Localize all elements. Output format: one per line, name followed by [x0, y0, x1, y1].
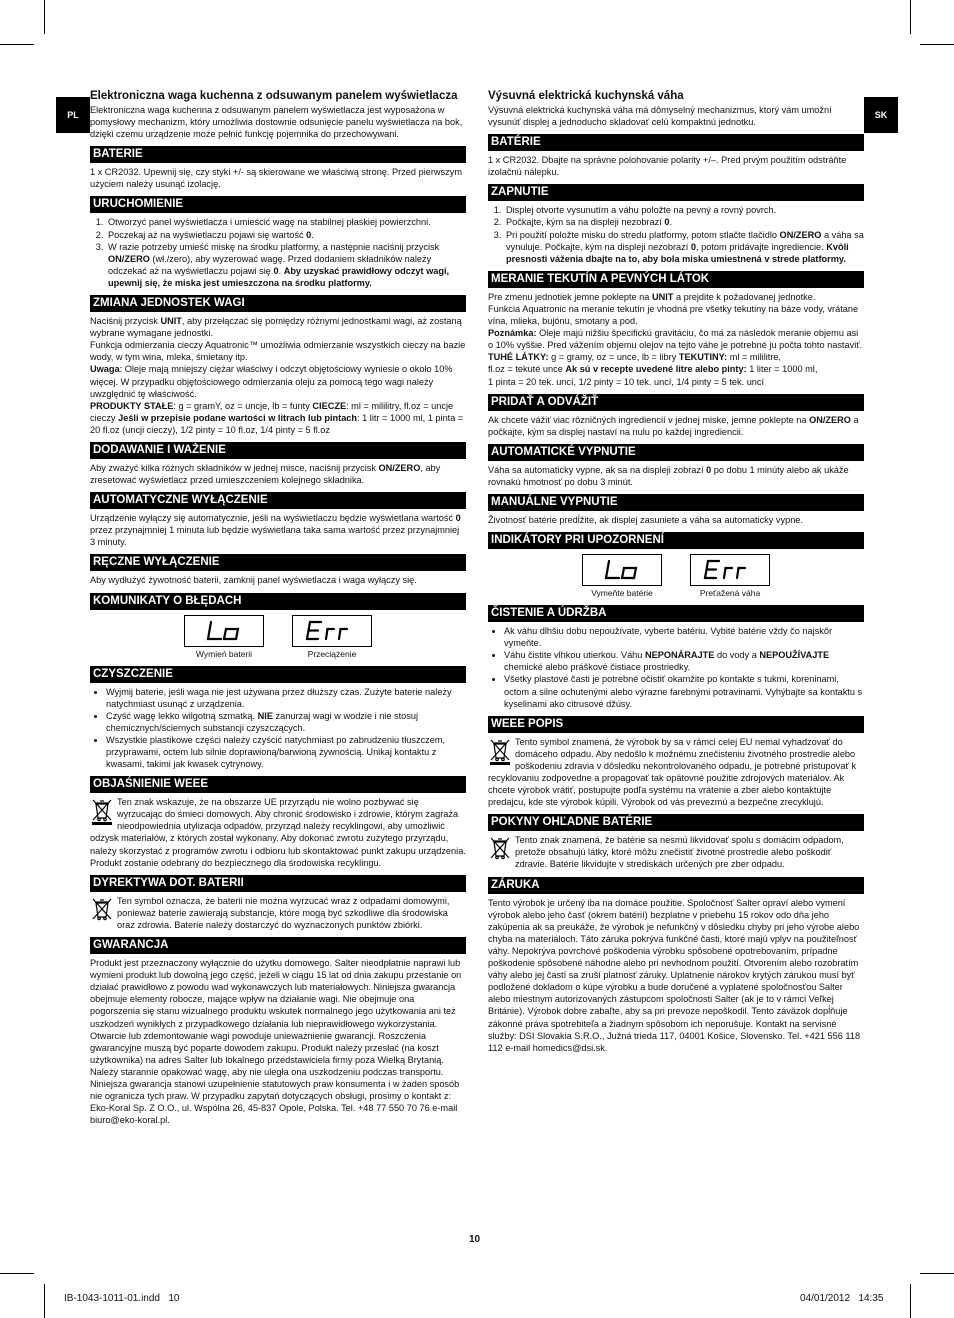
- paragraph: Životnosť batérie predĺžite, ak displej zasuniete a váha sa automaticky vypne.: [488, 514, 803, 525]
- batteries-text: 1 x CR2032. Dbajte na správne polohovanie polarity +/–. Pred prvým použitím odstráňte izolačnú nálepku.: [488, 155, 847, 178]
- paragraph: Tento znak znamená, že batérie sa nesmú likvidovať spolu s domácim odpadom, pretože obsahujú látky, ktoré môžu znečistiť životné prostredie alebo poškodiť zdravie. Batérie likvidujte v strediskách určených pre zber odpadu.: [515, 835, 844, 870]
- section-heading: MERANIE TEKUTÍN A PEVNÝCH LÁTOK: [488, 271, 864, 288]
- battery-directive-block: [90, 895, 466, 931]
- list-item: • Wszystkie plastikowe części należy czyścić natychmiast po zabrudzeniu tłuszczem, przyprawami, octem lub silnie doprawioną/barwioną żywnością. Unikaj kontaktu z kwasami, takimi jak kwasek cytrynowy.: [106, 734, 466, 770]
- error-displays: [90, 615, 466, 660]
- section-heading: INDIKÁTORY PRI UPOZORNENÍ: [488, 532, 864, 549]
- paragraph: Aby zważyć kilka różnych składników w jednej misce, naciśnij przycisk ON/ZERO, aby zresetować wyświetlacz przed umieszczeniem kolejnego składnika.: [90, 462, 441, 486]
- paragraph: fl.oz = tekuté unce Ak sú v recepte uvedené litre alebo pinty: 1 liter = 1000 ml,: [488, 364, 818, 375]
- paragraph: Urządzenie wyłączy się automatycznie, jeśli na wyświetlaczu będzie wyświetlana wartość 0 przez przynajmniej 1 minuta lub będzie wyświetlana taka sama wartość przez przynajmniej 3 minuty.: [90, 513, 461, 548]
- batteries-text: 1 x CR2032. Upewnij się, czy styki +/- są skierowane we właściwą stronę. Przed pierwszym użyciem należy usunąć izolację.: [90, 167, 462, 190]
- crop-mark: [910, 0, 911, 34]
- startup-list: [90, 216, 466, 289]
- warranty-text: Produkt jest przeznaczony wyłącznie do użytku domowego. Salter nieodpłatnie naprawi lub wymieni produkt lub dowolną jego część, jeżeli w ciągu 15 lat od dnia zakupu przestanie on działać prawidłowo z powodu wad wykonawczych lub materiałowych. Niniejsza gwarancja obejmuje elementy robocze, mające wpływ na działanie wagi. Nie obejmuje ona pogorszenia się stanu wizualnego produktu wskutek normalnego jego użytkowania ani też uszkodzeń wynikłych z przypadkowego działania lub nieprawidłowego wykorzystania. Otwarcie lub zdemontowanie wagi powoduje unieważnienie gwarancji. Roszczenia gwarancyjne muszą być poparte dowodem zakupu. Produkt należy przesłać (na koszt użytkownika) na adres Salter lub lokalnego przedstawiciela firmy poza Wielką Brytanią. Należy starannie opakować wagę, aby nie uległa ona uszkodzeniu podczas transportu. Niniejsza gwarancja stanowi uzupełnienie statutowych praw konsumenta i w żaden sposób nie ogranicza tych praw. W przypadku zapytań dotyczących obsługi, prosimy o kontakt z: Eko-Koral Sp. Z O.O., ul. Wspólna 26, 45-837 Opole, Polska. Tel. +48 77 550 70 76 e-mail biuro@eko-koral.pl.: [90, 958, 462, 1126]
- title-sk: Výsuvná elektrická kuchynská váha: [488, 90, 684, 102]
- section-heading: URUCHOMIENIE: [90, 196, 466, 213]
- list-item: 3. W razie potrzeby umieść miskę na środku platformy, a następnie naciśnij przycisk ON/ZERO (wł./zero), aby wyzerować wagę. Przed dodaniem składników należy odczekać aż na wyświetlaczu pojawi się 0. Aby uzyskać prawidłowy odczyt wagi, upewnij się, że miska jest umieszczona na środku platformy.: [106, 241, 466, 289]
- section-heading: ČISTENIE A ÚDRŽBA: [488, 605, 864, 622]
- paragraph: Váha sa automaticky vypne, ak sa na displeji zobrazí 0 po dobu 1 minúty alebo ak ukáže rovnakú hmotnosť po dobu 3 minút.: [488, 464, 849, 487]
- paragraph: TUHÉ LÁTKY: g = gramy, oz = unce, lb = libry TEKUTINY: ml = mililitre,: [488, 352, 782, 363]
- paragraph: Tento symbol znamená, že výrobok by sa v rámci celej EU nemal vyhadzovať do domáceho odpadu. Aby nedošlo k možnému znečisteniu životného prostredie alebo poškodeniu zdravia v dôsledku nekontrolovaného odpadu, je potrebné pristupovať k recyklovaniu zodpovedne a propagovať tak opätovné použitie zdrojových materiálov. Ak chcete výrobok vrátiť, postupujte podľa systému na vrátenie a zber alebo kontaktujte predajcu, kde ste výrobok kúpili. Výrobok od vás prevezmú a bezpečne zrecyklujú.: [488, 736, 857, 808]
- section-heading: AUTOMATICKÉ VYPNUTIE: [488, 444, 864, 461]
- title-pl: Elektroniczna waga kuchenna z odsuwanym panelem wyświetlacza: [90, 90, 458, 102]
- intro-sk: Výsuvná elektrická kuchynská váha má dômyselný mechanizmus, ktorý vám umožní vysunúť displej a jednoducho skladovať celú kompaktnú jednotku.: [488, 105, 832, 128]
- weee-block: [488, 736, 864, 809]
- list-item: 1. Otworzyć panel wyświetlacza i umieścić wagę na stabilnej płaskiej powierzchni.: [106, 216, 466, 228]
- lcd-lo-icon: [184, 615, 264, 647]
- crop-mark: [910, 1284, 911, 1318]
- paragraph: Ten symbol oznacza, że baterii nie można wyrzucać wraz z odpadami domowymi, ponieważ baterie zawierają substancje, które mogą być szkodliwe dla środowiska oraz zdrowia. Baterie należy dostarczyć do wyznaczonych punktów zbiórki.: [117, 895, 450, 930]
- crossed-bin-icon: [90, 896, 114, 924]
- paragraph: Funkcia Aquatronic na meranie tekutín je vhodná pre všetky tekutiny na báze vody, vrátane vína, mlieka, bujónu, smotany a pod.: [488, 303, 859, 327]
- crop-mark: [44, 1284, 45, 1318]
- warranty-text: Tento výrobok je určený iba na domáce použitie. Spoločnosť Salter opraví alebo vymení výrobok alebo jeho časť (okrem batérií) bezplatne v priebehu 15 rokov odo dňa jeho zakúpenia ak sa preukáže, že výrobok je nefunkčný v dôsledku chyby pri jeho výrobe alebo chyba na materiáloch. Táto záruka pokrýva funkčné časti, ktoré majú vplyv na použiteľnosť váhy. Nepokrýva povrchové poškodenia výrobku spôsobené opotrebovaním, prípadne poškodenie spôsobené náhodne alebo pri nevhodnom použití. Otvorením alebo rozobratím váhy alebo jej častí sa zruší platnosť záruky. Uplatnenie nárokov krytých zárukou musí byť podložené dokladom o kúpe výrobku a bude doručené a vyplatené spoločnosťou Salter alebo miestnym autorizovaných zástupcom spoločnosti Salter (ak je to v rámci Veľkej Británie). Výrobok dobre zabaľte, aby sa pri prevoze nepoškodil. Tento záväzok dopĺňuje zákonné práva spotrebiteľa a žiadnym spôsobom ich neporušuje. Kontakt na servisné služby: DSI Slovakia S.R.O., Južná trieda 117, 04001 Košice, Slovensko. Tel. +421 556 118 112 e-mail homedics@dsi.sk.: [488, 897, 861, 1053]
- crop-mark: [0, 44, 34, 45]
- battery-directive-block: [488, 834, 864, 870]
- section-heading: GWARANCJA: [90, 937, 466, 954]
- paragraph: PRODUKTY STAŁE: g = gramY, oz = uncje, lb = funty CIECZE: ml = mililitry, fl.oz = uncje cieczy Jeśli w przepisie podane wartości w litrach lub pintach: 1 litr = 1000 ml, 1 pinta = 20 fl.oz (uncji cieczy), 1/2 pinty = 10 fl.oz, 1/4 pinty = 5 fl.oz: [90, 400, 464, 435]
- paragraph: Ten znak wskazuje, że na obszarze UE przyrządu nie wolno pozbywać się wyrzucając do śmieci domowych. Aby chronić środowisko i zdrowie, którym zagraża nieodpowiednia utylizacja odpadów, przyrząd należy recyklingowi, aby umożliwić odzysk materiałów, z których został wykonany. Aby dokonać zwrotu zużytego przyrządu, należy skorzystać z programów zwrotu i odbioru lub skontaktować punkt zakupu urządzenia. Produkt zostanie odebrany do bezpiecznego dla środowiska recyklingu.: [90, 797, 466, 868]
- section-heading: PRIDAŤ A ODVÁŽIŤ: [488, 394, 864, 411]
- paragraph: Ak chcete vážiť viac rôzničných ingrediencií v jednej miske, jemne poklepte na ON/ZERO a počkajte, kým sa displej nastaví na nulu po každej ingrediencii.: [488, 414, 859, 437]
- list-item: 1. Displej otvorte vysunutím a váhu položte na pevný a rovný povrch.: [504, 204, 864, 216]
- paragraph: Aby wydłużyć żywotność baterii, zamknij panel wyświetlacza i waga wyłączy się.: [90, 575, 417, 586]
- list-item: • Czyść wagę lekko wilgotną szmatką. NIE zanurzaj wagi w wodzie i nie stosuj chemicznych/ściernych substancji czyszczących.: [106, 710, 466, 734]
- footer-date: 04/01/2012 14:35: [800, 1293, 884, 1304]
- section-heading: KOMUNIKATY O BŁĘDACH: [90, 593, 466, 610]
- paragraph: Pre zmenu jednotiek jemne poklepte na UNIT a prejdite k požadovanej jednotke.: [488, 291, 816, 302]
- list-item: 2. Počkajte, kým sa na displeji nezobrazí 0.: [504, 216, 864, 228]
- column-pl: [90, 90, 466, 1126]
- section-heading: ZÁRUKA: [488, 877, 864, 894]
- list-item: • Váhu čistite vlhkou utierkou. Váhu NEPONÁRAJTE do vody a NEPOUŽÍVAJTE chemické alebo práškové čistiace prostriedky.: [504, 649, 864, 673]
- section-heading: ZMIANA JEDNOSTEK WAGI: [90, 295, 466, 312]
- cleaning-list: [90, 686, 466, 771]
- list-item: • Ak váhu dlhšiu dobu nepoužívate, vyberte batériu. Vybité batérie vždy čo najskôr vymeňte.: [504, 625, 864, 649]
- language-tab-sk: SK: [864, 97, 898, 133]
- section-heading: RĘCZNE WYŁĄCZENIE: [90, 554, 466, 571]
- caption: Przeciążenie: [307, 648, 357, 659]
- paragraph: 1 pinta = 20 tek. uncí, 1/2 pinty = 10 tek. uncí, 1/4 pinty = 5 tek. uncí: [488, 376, 765, 387]
- section-heading: ZAPNUTIE: [488, 184, 864, 201]
- cleaning-list: [488, 625, 864, 710]
- list-item: 2. Poczekaj aż na wyświetlaczu pojawi się wartość 0.: [106, 229, 466, 241]
- list-item: • Wyjmij baterie, jeśli waga nie jest używana przez dłuższy czas. Zużyte baterie należy natychmiast usunąć z urządzenia.: [106, 686, 466, 710]
- section-heading: OBJAŚNIENIE WEEE: [90, 776, 466, 793]
- list-item: • Všetky plastové časti je potrebné očistiť okamžite po kontakte s tukmi, koreninami, octom a silne ochutenými alebo výrazne farebnými potravinami. Vyhýbajte sa kontaktu s kyselinami ako citrusové džúsy.: [504, 673, 864, 709]
- caption: Preťažená váha: [699, 588, 761, 599]
- crossed-bin-icon: [488, 737, 512, 765]
- section-heading: BATÉRIE: [488, 134, 864, 151]
- caption: Wymień baterii: [195, 648, 253, 659]
- section-heading: WEEE POPIS: [488, 716, 864, 733]
- weee-block: [90, 796, 466, 869]
- caption: Vymeňte batérie: [591, 588, 653, 599]
- page-number: 10: [469, 1234, 481, 1245]
- crop-mark: [44, 0, 45, 34]
- startup-list: [488, 204, 864, 264]
- intro-pl: Elektroniczna waga kuchenna z odsuwanym panelem wyświetlacza jest wyposażona w pomysłowy mechanizm, który umożliwia dostownie odsunięcie panelu wyświetlacza na bok, dzięki czemu urządzenie może pełnić funkcję pojemnika do przechowywani.: [90, 105, 463, 140]
- section-heading: DODAWANIE I WAŻENIE: [90, 442, 466, 459]
- display-lo: [184, 615, 264, 660]
- crossed-bin-icon: [488, 835, 512, 863]
- column-sk: [488, 90, 864, 1054]
- section-heading: AUTOMATYCZNE WYŁĄCZENIE: [90, 492, 466, 509]
- language-tab-pl: PL: [56, 97, 90, 133]
- section-heading: MANUÁLNE VYPNUTIE: [488, 494, 864, 511]
- crop-mark: [920, 44, 954, 45]
- list-item: 3. Pri použití položte misku do stredu platformy, potom stlačte tlačidlo ON/ZERO a váha sa vynuluje. Počkajte, kým na displeji nezobrazí 0, potom pridávajte ingrediencie. Kvôli presnosti váženia dbajte na to, aby bola miska umiestnená v strede platformy.: [504, 229, 864, 265]
- paragraph: Uwaga: Oleje mają mniejszy ciężar właściwy i odczyt objętościowy wyniesie o około 10% więcej. W przypadku objętościowego odmierzania oleju za pomocą tego wagi należy uwzględnić tę właściwość.: [90, 364, 453, 399]
- display-err: [690, 554, 770, 599]
- lcd-err-icon: [292, 615, 372, 647]
- paragraph: Funkcja odmierzania cieczy Aquatronic™ umożliwia odmierzanie wszystkich cieczy na bazie wody, w tym wina, mleka, śmietany itp.: [90, 340, 466, 363]
- section-heading: CZYSZCZENIE: [90, 666, 466, 683]
- crop-mark: [920, 1273, 954, 1274]
- section-heading: DYREKTYWA DOT. BATERII: [90, 875, 466, 892]
- paragraph: Poznámka: Oleje majú nižšiu špecifickú gravitáciu, čo má za následok meranie objemu asi o 10% vyššie. Pred vážením objemu olejov na tejto váhe je potrebné ju počta tohto nastaviť.: [488, 328, 863, 351]
- lcd-err-icon: [690, 554, 770, 586]
- display-err: [292, 615, 372, 660]
- paragraph: Naciśnij przycisk UNIT, aby przełączać się pomiędzy różnymi jednostkami wagi, aż zostaną wybrane wymagane jednostki.: [90, 316, 462, 339]
- crossed-bin-icon: [90, 797, 114, 825]
- footer-file: IB-1043-1011-01.indd 10: [64, 1293, 180, 1304]
- crop-mark: [0, 1273, 34, 1274]
- section-heading: POKYNY OHĽADNE BATÉRIE: [488, 814, 864, 831]
- display-lo: [582, 554, 662, 599]
- lcd-lo-icon: [582, 554, 662, 586]
- section-heading: BATERIE: [90, 146, 466, 163]
- error-displays: [488, 554, 864, 599]
